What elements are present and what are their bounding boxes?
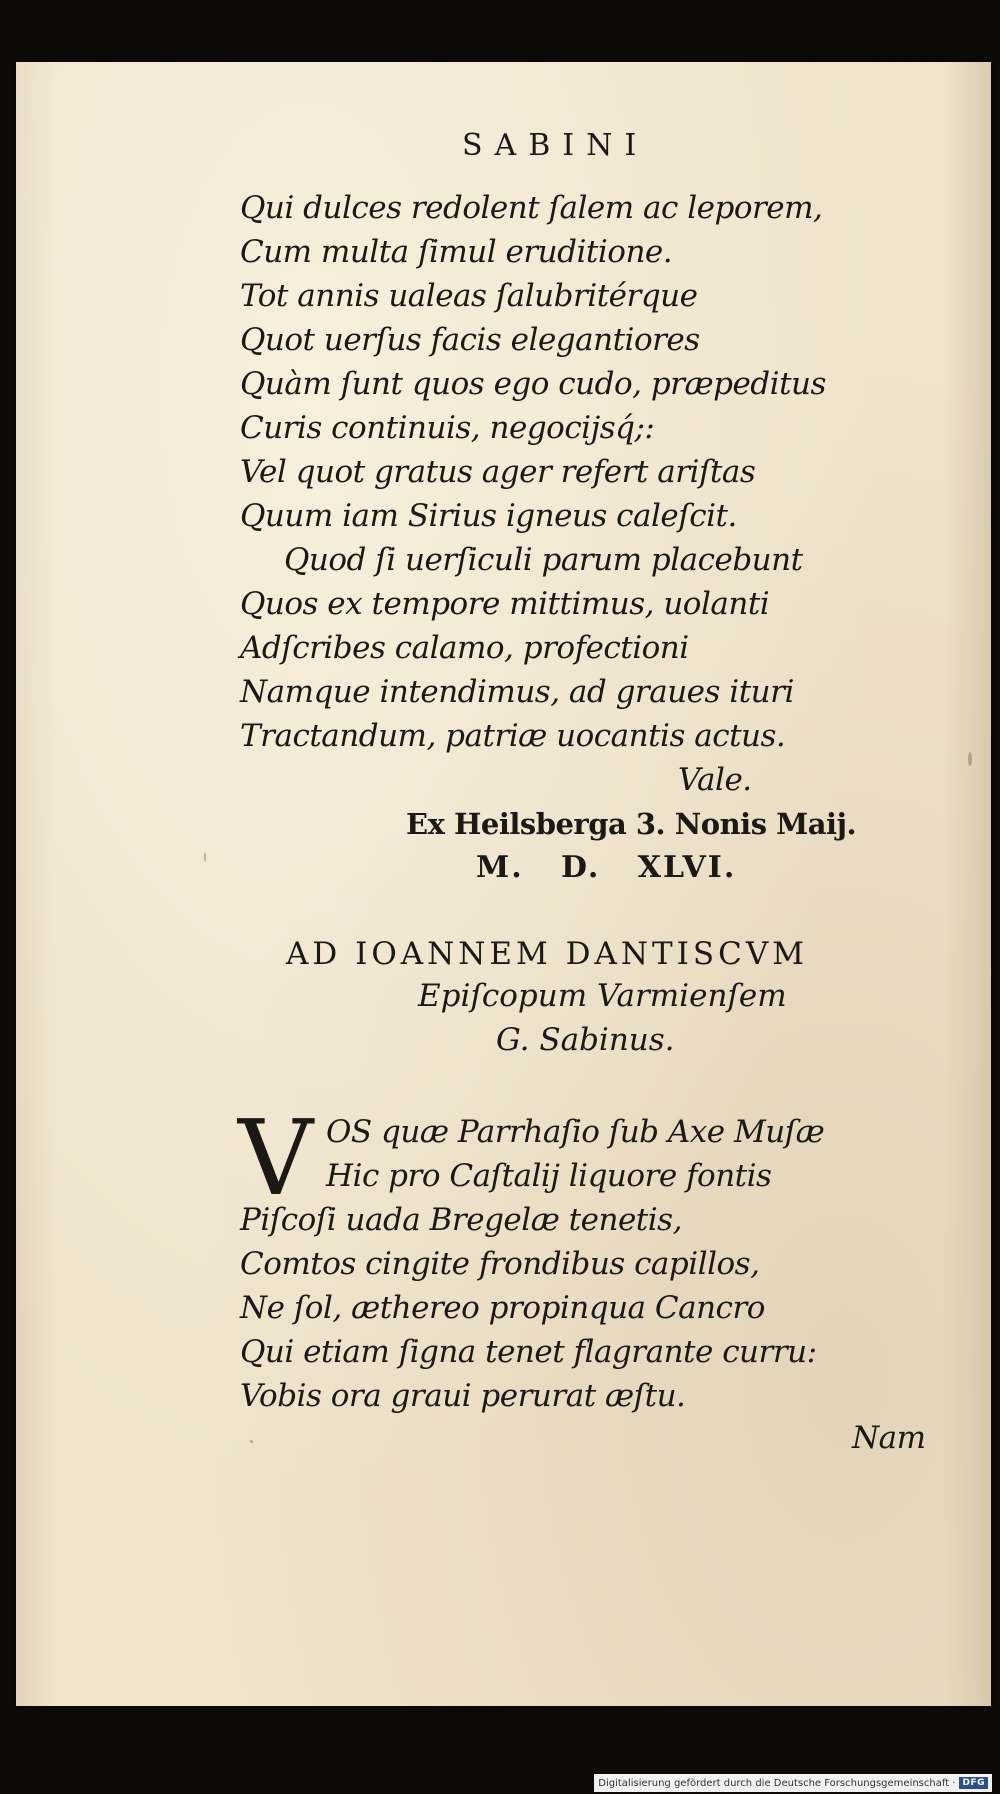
text-line: Quum iam Sirius igneus caleſcit. [240, 498, 737, 534]
place-date: Ex Heilsberga 3. Nonis Maij. [406, 807, 857, 841]
poem-line: Piſcoſi uada Bregelæ tenetis, [240, 1202, 682, 1238]
vale-closing: Vale. [678, 762, 752, 798]
poem-line: Vobis ora graui perurat æſtu. [240, 1378, 686, 1414]
text-line: Quàm ſunt quos ego cudo, præpeditus [240, 366, 826, 402]
dfg-logo: DFG [959, 1777, 988, 1789]
year: M. D. XLVI. [476, 850, 737, 885]
poem-line: Ne ſol, æthereo propinqua Cancro [240, 1290, 765, 1326]
text-line: Quos ex tempore mittimus, uolanti [240, 586, 770, 622]
text-line: Curis continuis, negocijsq́;: [240, 410, 655, 446]
text-line: Cum multa ſimul eruditione. [240, 234, 673, 270]
digitization-credit [594, 1774, 992, 1792]
text-line: Qui dulces redolent ſalem ac leporem, [240, 190, 823, 226]
paper-speck [250, 1440, 253, 1443]
text-line: Namque intendimus, ad graues ituri [240, 674, 794, 710]
author-line: G. Sabinus. [496, 1022, 675, 1058]
text-line: Tractandum, patriæ uocantis actus. [240, 718, 786, 754]
section-heading: AD IOANNEM DANTISCVM [286, 936, 808, 972]
poem-line: OS quæ Parrhaſio ſub Axe Muſæ [326, 1114, 825, 1150]
credit-text: Digitalisierung gefördert durch die Deutsche Forschungsgemeinschaft · [598, 1777, 956, 1789]
text-line: Adſcribes calamo, profectioni [240, 630, 689, 666]
poem-line: Hic pro Caſtalij liquore fontis [326, 1158, 772, 1194]
section-subheading: Epiſcopum Varmienſem [418, 978, 787, 1014]
drop-cap: V [238, 1097, 314, 1219]
text-line: Vel quot gratus ager refert ariſtas [240, 454, 756, 490]
catchword: Nam [852, 1420, 926, 1456]
poem-line: Qui etiam ſigna tenet flagrante curru: [240, 1334, 817, 1370]
text-line-indented: Quod ſi uerſiculi parum placebunt [284, 542, 803, 578]
poem-line: Comtos cingite frondibus capillos, [240, 1246, 760, 1282]
text-line: Quot uerſus facis elegantiores [240, 322, 700, 358]
paper-speck [968, 752, 972, 766]
running-head: SABINI [462, 128, 649, 163]
paper-speck [204, 852, 206, 862]
text-line: Tot annis ualeas ſalubritérque [240, 278, 698, 314]
